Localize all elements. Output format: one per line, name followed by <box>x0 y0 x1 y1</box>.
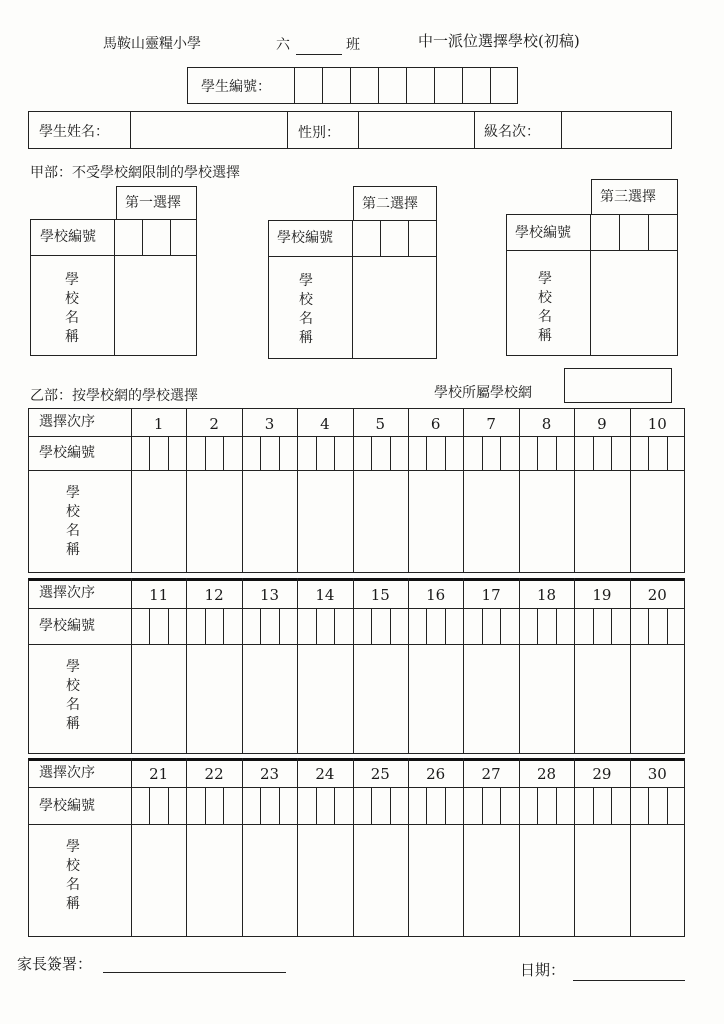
third-choice-label: 第三選擇 <box>600 189 656 205</box>
school-code-input[interactable] <box>631 788 684 823</box>
school-code-input[interactable] <box>354 609 407 643</box>
school-code-input[interactable] <box>354 788 407 823</box>
rank-input[interactable] <box>562 112 671 148</box>
first-choice-name-label: 學校名稱 <box>65 272 79 345</box>
school-name-input[interactable] <box>132 471 185 572</box>
order-label: 選擇次序 <box>39 585 95 601</box>
order-number: 30 <box>647 765 667 783</box>
second-choice-label: 第二選擇 <box>362 196 418 212</box>
school-code-label: 學校編號 <box>39 618 95 634</box>
school-name-label: 學校名稱 <box>66 659 80 732</box>
class-prefix: 六 <box>276 37 290 53</box>
school-name-input[interactable] <box>520 471 573 572</box>
order-number: 26 <box>426 765 446 783</box>
order-number: 7 <box>486 414 496 433</box>
order-number: 9 <box>597 414 607 433</box>
school-name-input[interactable] <box>575 471 628 572</box>
school-name-input[interactable] <box>298 471 351 572</box>
school-code-input[interactable] <box>409 609 462 643</box>
school-code-input[interactable] <box>243 788 296 823</box>
order-number: 14 <box>315 585 335 604</box>
order-number: 27 <box>481 765 501 783</box>
date-label: 日期： <box>520 961 566 979</box>
school-code-input[interactable] <box>243 437 296 469</box>
rank-label: 級名次： <box>484 124 540 140</box>
school-name-input[interactable] <box>354 825 407 936</box>
student-name-label: 學生姓名： <box>39 124 109 140</box>
school-name-input[interactable] <box>243 471 296 572</box>
second-choice-name-input[interactable] <box>353 257 436 358</box>
school-code-input[interactable] <box>575 609 628 643</box>
date-line[interactable] <box>573 980 685 981</box>
school-name-input[interactable] <box>464 825 517 936</box>
order-number: 6 <box>430 414 441 433</box>
second-choice-name-label: 學校名稱 <box>299 273 313 346</box>
school-code-input[interactable] <box>575 437 628 469</box>
order-number: 4 <box>320 414 330 433</box>
school-name-label: 學校名稱 <box>66 485 80 558</box>
school-code-input[interactable] <box>298 437 351 469</box>
first-choice-code-input[interactable] <box>115 220 196 255</box>
school-code-input[interactable] <box>520 788 573 823</box>
student-number-label: 學生編號： <box>201 79 271 95</box>
order-number: 24 <box>315 765 335 783</box>
order-number: 20 <box>647 585 667 604</box>
gender-label: 性別： <box>298 125 340 141</box>
school-net-input[interactable] <box>564 368 672 403</box>
student-number-input[interactable] <box>294 67 518 104</box>
second-choice-code-input[interactable] <box>353 221 436 256</box>
order-number: 25 <box>370 765 390 783</box>
school-name-input[interactable] <box>464 645 517 753</box>
order-number: 29 <box>592 765 612 783</box>
order-number: 15 <box>370 585 390 604</box>
part-b-title: 乙部：按學校網的學校選擇 <box>30 388 198 404</box>
school-code-input[interactable] <box>243 609 296 643</box>
class-field[interactable] <box>296 38 342 55</box>
school-code-input[interactable] <box>575 788 628 823</box>
school-code-input[interactable] <box>409 788 462 823</box>
part-a-title: 甲部：不受學校網限制的學校選擇 <box>30 165 240 181</box>
order-number: 10 <box>647 414 667 433</box>
school-name-input[interactable] <box>187 825 240 936</box>
order-number: 13 <box>259 585 280 604</box>
school-name: 馬鞍山靈糧小學 <box>103 36 201 52</box>
school-code-input[interactable] <box>520 437 573 469</box>
school-code-input[interactable] <box>631 609 684 643</box>
school-name-label: 學校名稱 <box>66 839 80 912</box>
school-name-input[interactable] <box>187 645 240 753</box>
school-name-input[interactable] <box>409 471 462 572</box>
order-number: 28 <box>536 765 557 783</box>
school-code-input[interactable] <box>354 437 407 469</box>
school-name-input[interactable] <box>575 825 628 936</box>
parent-signature-label: 家長簽署： <box>17 955 93 973</box>
school-name-input[interactable] <box>298 645 351 753</box>
second-choice-code-label: 學校編號 <box>277 230 333 246</box>
school-name-input[interactable] <box>243 825 296 936</box>
school-name-input[interactable] <box>409 825 462 936</box>
school-name-input[interactable] <box>132 825 185 936</box>
school-net-label: 學校所屬學校網 <box>434 385 532 401</box>
order-number: 5 <box>375 414 386 433</box>
order-number: 8 <box>541 414 552 433</box>
school-name-input[interactable] <box>298 825 351 936</box>
school-name-input[interactable] <box>464 471 517 572</box>
order-label: 選擇次序 <box>39 764 95 781</box>
school-name-input[interactable] <box>520 825 573 936</box>
order-number: 19 <box>592 585 612 604</box>
third-choice-code-input[interactable] <box>591 215 677 250</box>
school-name-input[interactable] <box>520 645 573 753</box>
third-choice-code-label: 學校編號 <box>515 225 571 241</box>
school-name-input[interactable] <box>354 471 407 572</box>
first-choice-name-input[interactable] <box>115 256 196 355</box>
school-code-input[interactable] <box>520 609 573 643</box>
order-number: 11 <box>149 585 169 604</box>
third-choice-name-label: 學校名稱 <box>538 271 552 344</box>
school-name-input[interactable] <box>631 825 684 936</box>
order-label: 選擇次序 <box>39 414 95 430</box>
class-suffix: 班 <box>346 37 360 53</box>
form-title: 中一派位選擇學校(初稿) <box>418 32 580 50</box>
school-name-input[interactable] <box>631 471 684 572</box>
school-name-input[interactable] <box>243 645 296 753</box>
school-code-input[interactable] <box>187 609 240 643</box>
school-name-input[interactable] <box>575 645 628 753</box>
school-code-label: 學校編號 <box>39 445 95 461</box>
school-code-input[interactable] <box>464 788 517 823</box>
school-name-input[interactable] <box>132 645 185 753</box>
school-code-input[interactable] <box>298 609 351 643</box>
parent-signature-line[interactable] <box>103 972 286 973</box>
school-name-input[interactable] <box>187 471 240 572</box>
order-number: 16 <box>426 585 446 604</box>
first-choice-code-label: 學校編號 <box>40 229 96 245</box>
school-name-input[interactable] <box>631 645 684 753</box>
order-number: 2 <box>209 414 219 433</box>
school-code-input[interactable] <box>187 788 240 823</box>
order-number: 17 <box>481 585 501 604</box>
school-code-input[interactable] <box>132 437 185 469</box>
order-number: 21 <box>149 765 169 783</box>
school-code-label: 學校編號 <box>39 797 95 814</box>
school-code-input[interactable] <box>464 437 517 469</box>
school-code-input[interactable] <box>132 609 185 643</box>
school-code-input[interactable] <box>631 437 684 469</box>
school-code-input[interactable] <box>132 788 185 823</box>
order-number: 18 <box>536 585 557 604</box>
order-number: 3 <box>264 414 275 433</box>
school-code-input[interactable] <box>409 437 462 469</box>
order-number: 12 <box>204 585 224 604</box>
first-choice-label: 第一選擇 <box>125 195 181 211</box>
order-number: 22 <box>204 765 224 783</box>
order-number: 23 <box>259 765 280 783</box>
school-name-input[interactable] <box>409 645 462 753</box>
third-choice-name-input[interactable] <box>591 251 677 355</box>
school-name-input[interactable] <box>354 645 407 753</box>
school-code-input[interactable] <box>464 609 517 643</box>
school-code-input[interactable] <box>187 437 240 469</box>
order-number: 1 <box>153 414 164 433</box>
school-code-input[interactable] <box>298 788 351 823</box>
